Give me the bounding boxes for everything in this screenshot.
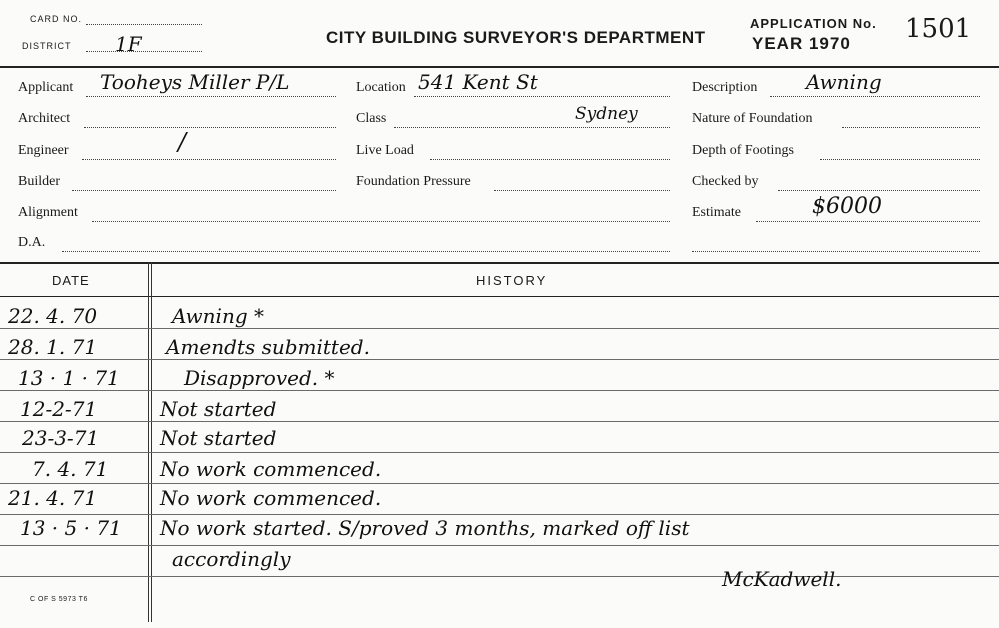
district-line: [86, 51, 202, 52]
alignment-line: [92, 221, 670, 222]
history-entry: [0, 364, 999, 394]
history-entry: [0, 545, 999, 575]
architect-line: [84, 127, 336, 128]
history-entry: [0, 424, 999, 454]
history-text: accordingly: [172, 547, 291, 571]
depth-of-footings-line: [820, 159, 980, 160]
district-label: DISTRICT: [22, 41, 72, 51]
ruled-line: [0, 576, 999, 577]
history-entry: [0, 455, 999, 485]
class-line: [394, 127, 670, 128]
date-column-header: DATE: [52, 273, 90, 288]
live-load-label: Live Load: [356, 143, 414, 158]
estimate-label: Estimate: [692, 205, 741, 220]
card-no-line: [86, 24, 202, 25]
description-value: Awning: [806, 70, 882, 94]
history-date: 21. 4. 71: [8, 486, 98, 510]
foundation-pressure-line: [494, 190, 670, 191]
history-entry: [0, 333, 999, 363]
history-date: 23-3-71: [22, 426, 100, 450]
history-header-border: [0, 296, 999, 297]
district-value: 1F: [115, 32, 142, 56]
history-text: Disapproved. *: [184, 366, 335, 390]
da-label: D.A.: [18, 235, 46, 250]
da-line: [62, 251, 670, 252]
history-date: 22. 4. 70: [8, 304, 98, 328]
builder-line: [72, 190, 336, 191]
history-text: Amendts submitted.: [166, 335, 370, 359]
architect-label: Architect: [18, 111, 71, 126]
engineer-line: [82, 159, 336, 160]
depth-of-footings-label: Depth of Footings: [692, 143, 794, 158]
checked-by-line: [778, 190, 980, 191]
history-date: 13 · 5 · 71: [20, 516, 122, 540]
alignment-label: Alignment: [18, 205, 78, 220]
history-date: 13 · 1 · 71: [18, 366, 120, 390]
application-label: APPLICATION No.: [750, 16, 877, 31]
details-end-line: [692, 251, 980, 252]
nature-of-foundation-line: [842, 127, 980, 128]
history-entry: [0, 484, 999, 514]
class-value: Sydney: [575, 104, 638, 124]
history-text: No work started. S/proved 3 months, marked off list: [160, 516, 690, 540]
estimate-value: $6000: [812, 194, 882, 219]
applicant-value: Tooheys Miller P/L: [100, 70, 290, 94]
history-entry: [0, 302, 999, 332]
history-date: 12-2-71: [20, 397, 98, 421]
history-top-border: [0, 262, 999, 264]
location-line: [414, 96, 670, 97]
class-label: Class: [356, 111, 387, 126]
history-entry: [0, 395, 999, 425]
foundation-pressure-label: Foundation Pressure: [356, 174, 471, 189]
applicant-line: [86, 96, 336, 97]
live-load-line: [430, 159, 670, 160]
history-text: Awning *: [172, 304, 264, 328]
card-no-label: CARD NO.: [30, 14, 83, 24]
engineer-label: Engineer: [18, 143, 69, 158]
description-label: Description: [692, 80, 758, 95]
history-text: Not started: [160, 426, 277, 450]
form-code: C OF S 5973 T6: [30, 596, 88, 603]
history-date: 7. 4. 71: [32, 457, 109, 481]
location-label: Location: [356, 80, 406, 95]
application-number: 1501: [905, 14, 972, 44]
applicant-label: Applicant: [18, 80, 74, 95]
year-label: YEAR 1970: [752, 34, 851, 53]
history-text: Not started: [160, 397, 277, 421]
location-value: 541 Kent St: [418, 70, 538, 94]
checked-by-label: Checked by: [692, 174, 759, 189]
description-line: [770, 96, 980, 97]
nature-of-foundation-label: Nature of Foundation: [692, 111, 813, 126]
builder-label: Builder: [18, 174, 60, 189]
history-column-header: HISTORY: [476, 273, 548, 288]
engineer-value: /: [178, 128, 187, 156]
history-entry: [0, 514, 999, 544]
signature: McKadwell.: [722, 567, 842, 591]
estimate-line: [756, 221, 980, 222]
history-text: No work commenced.: [160, 457, 382, 481]
history-text: No work commenced.: [160, 486, 382, 510]
history-date: 28. 1. 71: [8, 335, 98, 359]
header-divider: [0, 66, 999, 68]
department-title: CITY BUILDING SURVEYOR'S DEPARTMENT: [326, 28, 706, 47]
